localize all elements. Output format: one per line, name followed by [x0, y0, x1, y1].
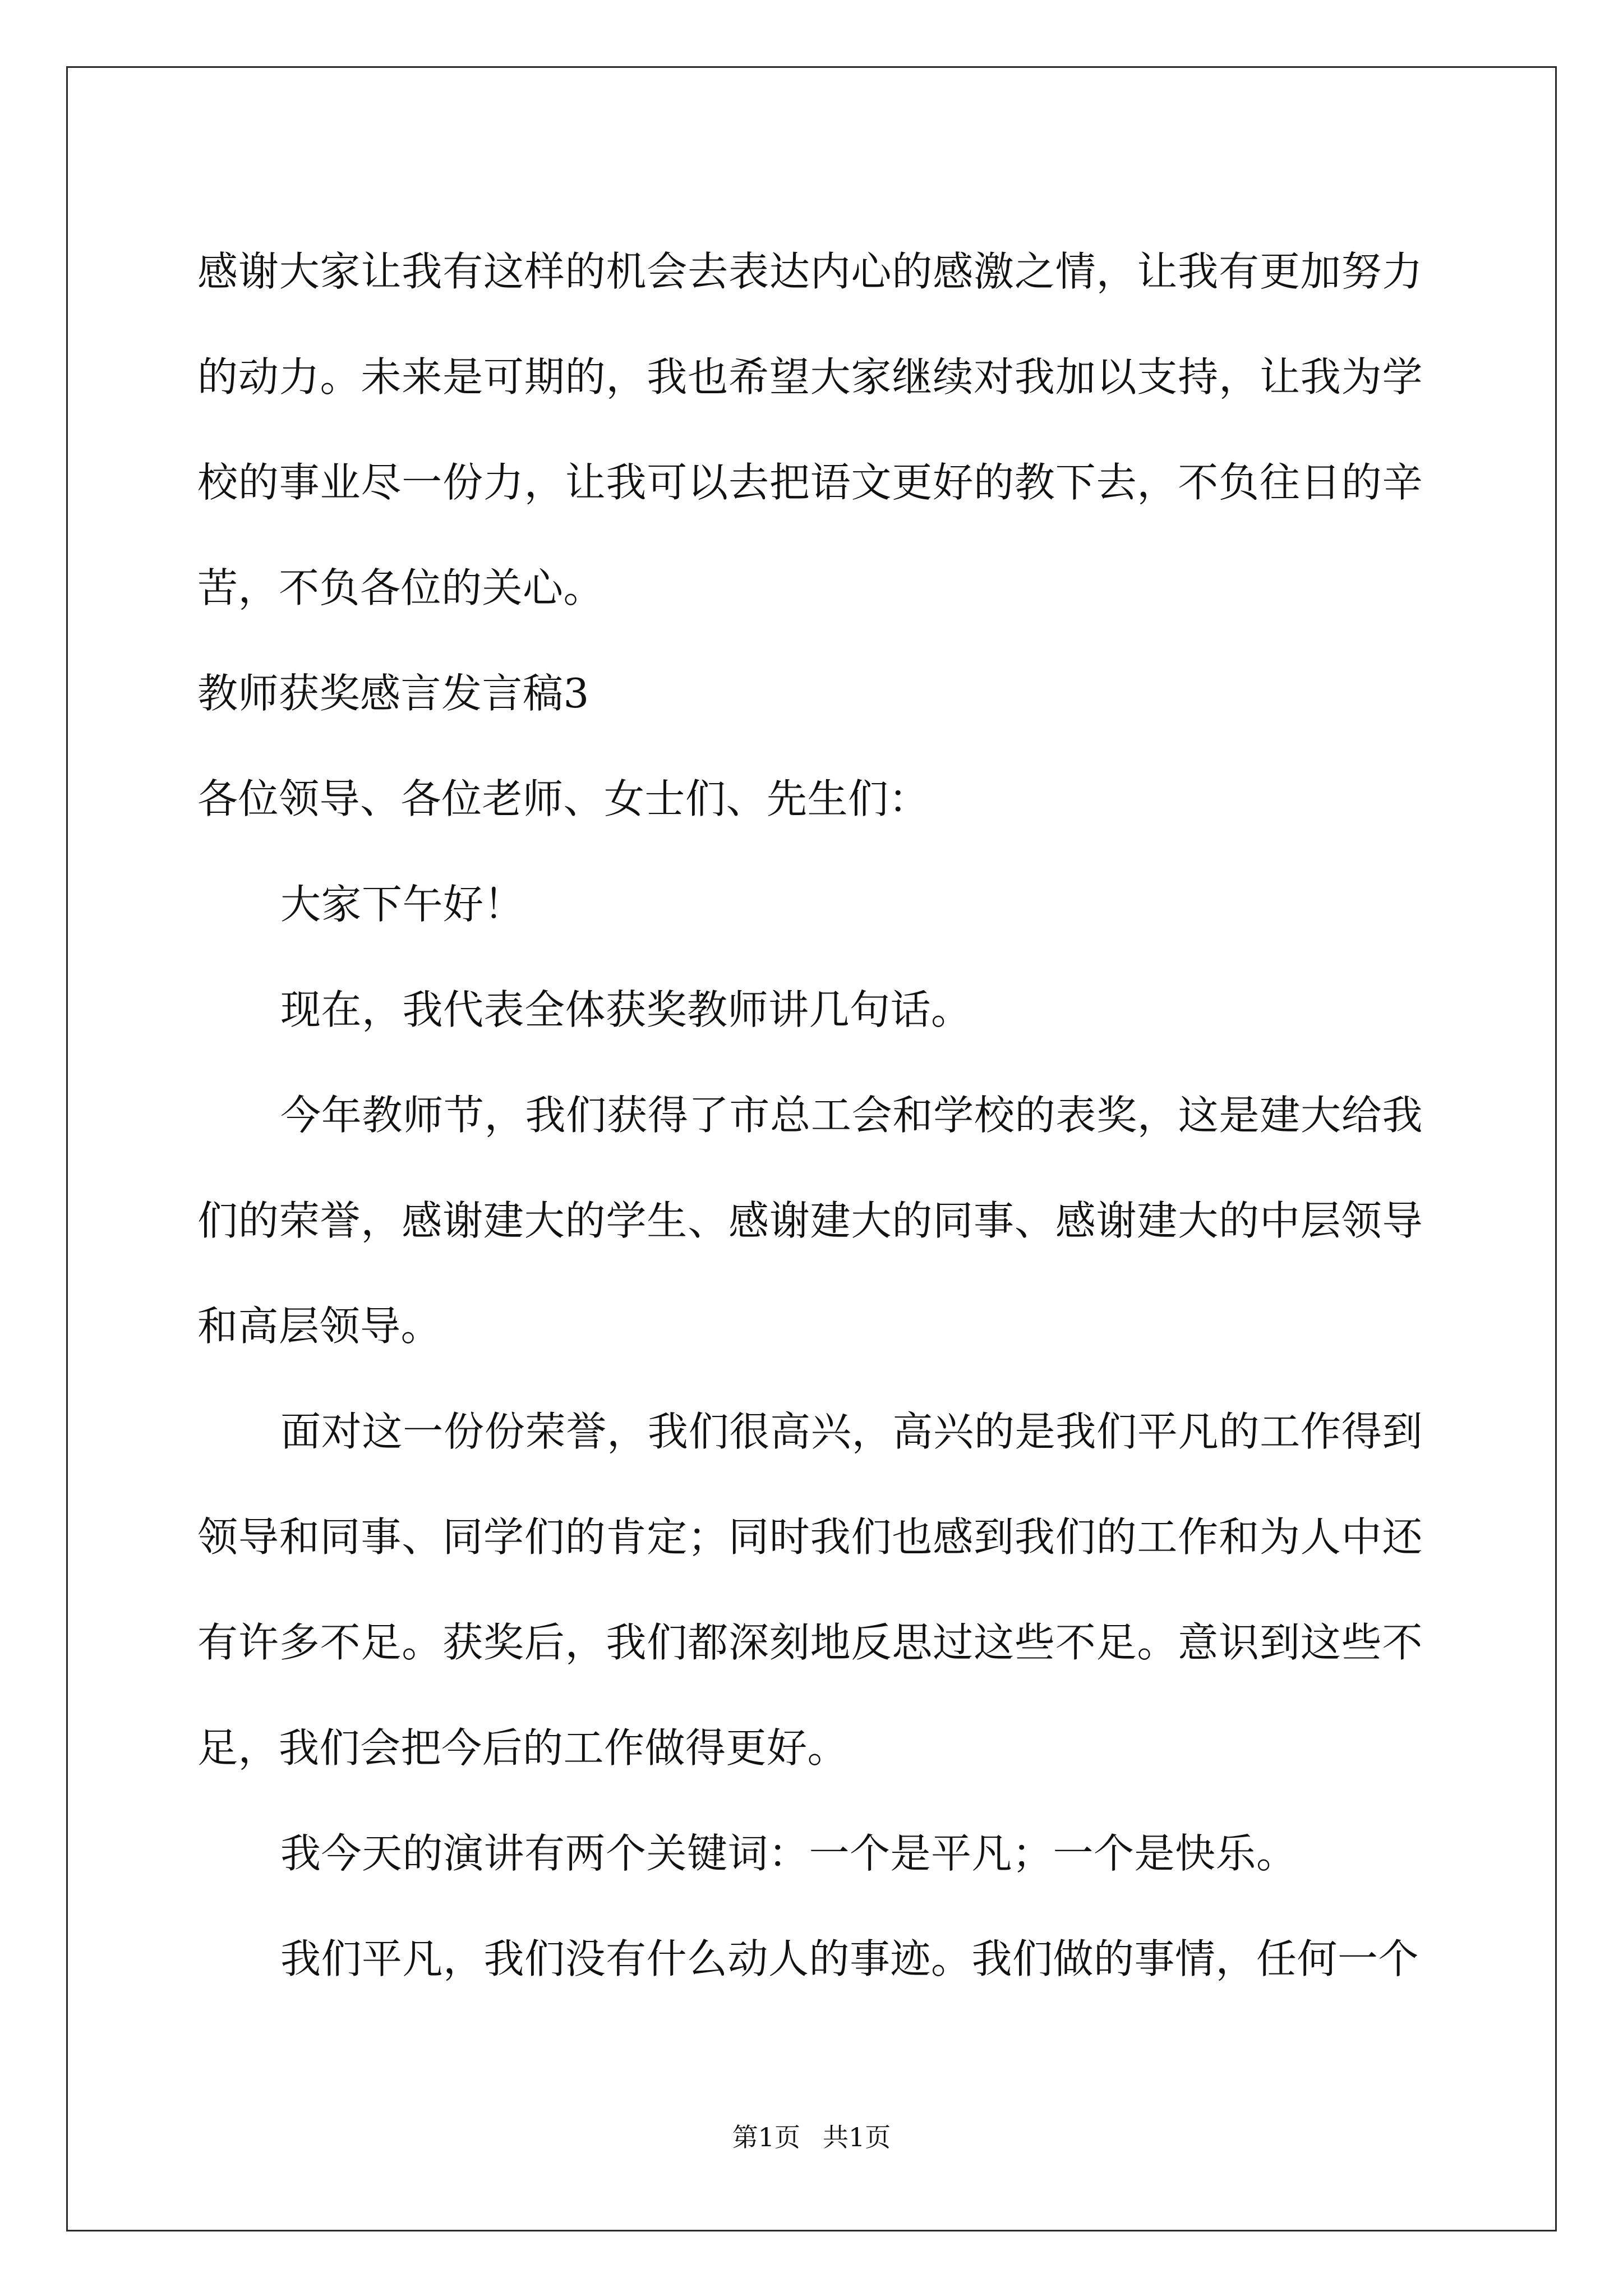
page-number-total: 共1页: [823, 2122, 891, 2152]
paragraph-award: 今年教师节，我们获得了市总工会和学校的表奖，这是建大给我们的荣誉，感谢建大的学生、感谢建大的同事、感谢建大的中层领导和高层领导。: [197, 1092, 1423, 1350]
greeting: 大家下午好！: [280, 881, 525, 928]
paragraph-reflection: 面对这一份份荣誉，我们很高兴，高兴的是我们平凡的工作得到领导和同事、同学们的肯定；同时我们也感到我们的工作和为人中还有许多不足。获奖后，我们都深刻地反思过这些不足。意识到这些不足，我们会把今后的工作做得更好。: [197, 1408, 1423, 1772]
paragraph-intro: 现在，我代表全体获奖教师讲几句话。: [280, 986, 972, 1033]
document-body: [197, 219, 1423, 2012]
section-title: 教师获奖感言发言稿3: [197, 670, 589, 717]
salutation: 各位领导、各位老师、女士们、先生们：: [197, 775, 930, 822]
page-number-current: 第1页: [732, 2122, 800, 2152]
paragraph-keywords: 我今天的演讲有两个关键词：一个是平凡；一个是快乐。: [280, 1830, 1297, 1877]
paragraph-ordinary: 我们平凡，我们没有什么动人的事迹。我们做的事情，任何一个: [280, 1935, 1419, 1982]
page-footer: [0, 2120, 1623, 2154]
paragraph-closing-thanks: 感谢大家让我有这样的机会去表达内心的感激之情，让我有更加努力的动力。未来是可期的，我也希望大家继续对我加以支持，让我为学校的事业尽一份力，让我可以去把语文更好的教下去，不负往日的辛苦，不负各位的关心。: [197, 248, 1423, 611]
